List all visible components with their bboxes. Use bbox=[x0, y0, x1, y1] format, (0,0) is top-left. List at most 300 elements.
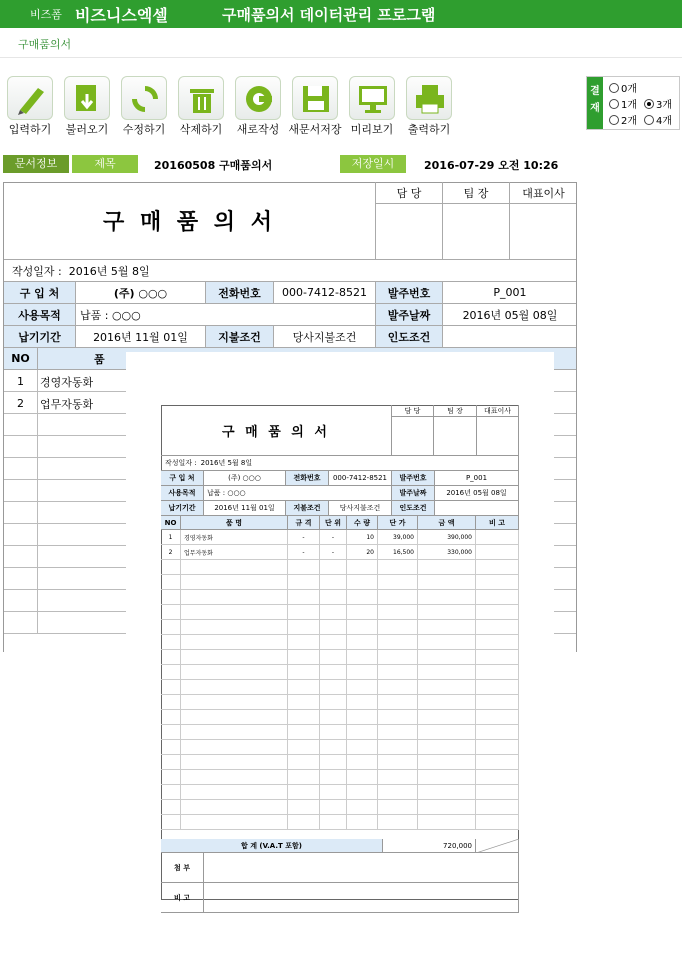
preview-cell-price bbox=[378, 710, 418, 725]
preview-cell-qty bbox=[347, 560, 378, 575]
buyer-label: 구 입 처 bbox=[4, 282, 76, 304]
radio-icon bbox=[609, 99, 619, 109]
preview-title: 구 매 품 의 서 bbox=[161, 405, 392, 456]
preview-cell-qty bbox=[347, 815, 378, 830]
preview-cell-unit bbox=[320, 650, 347, 665]
preview-cell-no bbox=[161, 650, 181, 665]
preview-table-row bbox=[161, 740, 519, 755]
preview-cell-name bbox=[181, 665, 288, 680]
preview-table-row bbox=[161, 650, 519, 665]
title-tag: 제목 bbox=[72, 155, 138, 173]
order-no-value[interactable]: P_001 bbox=[443, 282, 577, 304]
preview-table-row bbox=[161, 710, 519, 725]
option-4-label: 4개 bbox=[656, 116, 673, 127]
preview-cell-no bbox=[161, 575, 181, 590]
option-1[interactable] bbox=[609, 96, 637, 111]
preview-cell-qty bbox=[347, 770, 378, 785]
preview-cell-unit bbox=[320, 575, 347, 590]
new-button[interactable] bbox=[231, 70, 285, 134]
order-no-label: 발주번호 bbox=[376, 282, 443, 304]
preview-cell-amount bbox=[418, 755, 476, 770]
preview-cell-qty bbox=[347, 650, 378, 665]
preview-cell-unit bbox=[320, 785, 347, 800]
preview-purpose-label: 사용목적 bbox=[161, 486, 204, 501]
load-label: 불러오기 bbox=[65, 123, 109, 136]
option-0[interactable] bbox=[609, 80, 637, 95]
preview-order-no-label: 발주번호 bbox=[392, 471, 435, 486]
purpose-value[interactable]: 납품 : ○○○ bbox=[76, 304, 376, 326]
preview-button[interactable] bbox=[345, 70, 399, 134]
phone-value[interactable]: 000-7412-8521 bbox=[274, 282, 376, 304]
preview-cell-no: 1 bbox=[161, 530, 181, 545]
preview-cell-spec bbox=[288, 785, 320, 800]
preview-cell-qty bbox=[347, 740, 378, 755]
preview-cell-note bbox=[476, 740, 519, 755]
preview-pay-label: 지불조건 bbox=[286, 501, 329, 516]
preview-cell-amount bbox=[418, 740, 476, 755]
preview-cell-unit bbox=[320, 815, 347, 830]
preview-cell-note bbox=[476, 785, 519, 800]
preview-cell-price bbox=[378, 635, 418, 650]
preview-cell-no bbox=[161, 770, 181, 785]
preview-cell-amount bbox=[418, 815, 476, 830]
preview-date-label: 작성일자 : bbox=[165, 459, 197, 467]
order-date-label: 발주날짜 bbox=[376, 304, 443, 326]
save-icon bbox=[292, 76, 338, 120]
preview-total-diagonal bbox=[476, 839, 519, 853]
row-no bbox=[4, 502, 38, 524]
radio-icon bbox=[644, 115, 654, 125]
monitor-icon bbox=[349, 76, 395, 120]
preview-cell-no bbox=[161, 605, 181, 620]
preview-cell-amount bbox=[418, 590, 476, 605]
new-label: 새로작성 bbox=[236, 123, 280, 136]
option-1-label: 1개 bbox=[621, 100, 638, 111]
preview-cell-unit bbox=[320, 620, 347, 635]
preview-cell-note bbox=[476, 770, 519, 785]
approval-count-panel bbox=[586, 76, 680, 130]
preview-cell-no bbox=[161, 800, 181, 815]
preview-cell-name bbox=[181, 695, 288, 710]
preview-due-label: 납기기간 bbox=[161, 501, 204, 516]
preview-table-row bbox=[161, 770, 519, 785]
preview-cell-price bbox=[378, 815, 418, 830]
preview-cell-spec: - bbox=[288, 545, 320, 560]
preview-cell-note bbox=[476, 530, 519, 545]
preview-pay-value: 당사지불조건 bbox=[329, 501, 392, 516]
preview-cell-price bbox=[378, 650, 418, 665]
preview-cell-amount bbox=[418, 605, 476, 620]
preview-cell-note bbox=[476, 815, 519, 830]
preview-sign-staff bbox=[392, 417, 434, 456]
preview-cell-spec bbox=[288, 650, 320, 665]
form-title: 구 매 품 의 서 bbox=[4, 182, 376, 260]
preview-cell-qty: 10 bbox=[347, 530, 378, 545]
option-3[interactable] bbox=[644, 96, 672, 111]
preview-cell-name bbox=[181, 710, 288, 725]
preview-cell-name bbox=[181, 635, 288, 650]
preview-cell-unit bbox=[320, 740, 347, 755]
edit-button[interactable] bbox=[117, 70, 171, 134]
preview-cell-note bbox=[476, 575, 519, 590]
preview-remark-value bbox=[204, 883, 519, 913]
preview-cell-price bbox=[378, 575, 418, 590]
radio-icon bbox=[609, 83, 619, 93]
preview-cell-name bbox=[181, 725, 288, 740]
preview-cell-qty bbox=[347, 575, 378, 590]
preview-cell-qty bbox=[347, 680, 378, 695]
due-value[interactable]: 2016년 11월 01일 bbox=[76, 326, 206, 348]
preview-cell-price: 16,500 bbox=[378, 545, 418, 560]
preview-cell-qty bbox=[347, 590, 378, 605]
preview-cell-note bbox=[476, 695, 519, 710]
preview-cell-name bbox=[181, 575, 288, 590]
row-name: 경영자동화 bbox=[40, 376, 94, 389]
print-button[interactable] bbox=[402, 70, 456, 134]
preview-remark-label: 비 고 bbox=[161, 883, 204, 913]
preview-cell-qty bbox=[347, 710, 378, 725]
preview-cell-no bbox=[161, 635, 181, 650]
preview-cell-price bbox=[378, 770, 418, 785]
date-row bbox=[4, 260, 577, 282]
preview-cell-qty bbox=[347, 620, 378, 635]
col-item-header: 품 bbox=[38, 348, 577, 370]
preview-approver-ceo: 대표이사 bbox=[477, 405, 519, 417]
preview-cell-qty bbox=[347, 605, 378, 620]
preview-col-price: 단 가 bbox=[378, 516, 418, 530]
preview-cell-spec bbox=[288, 755, 320, 770]
preview-table-row bbox=[161, 680, 519, 695]
preview-phone-value: 000-7412-8521 bbox=[329, 471, 392, 486]
preview-cell-note bbox=[476, 605, 519, 620]
preview-phone-label: 전화번호 bbox=[286, 471, 329, 486]
preview-cell-unit bbox=[320, 800, 347, 815]
preview-cell-note bbox=[476, 665, 519, 680]
pay-label: 지불조건 bbox=[206, 326, 274, 348]
preview-col-amount: 금 액 bbox=[418, 516, 476, 530]
preview-table-row bbox=[161, 725, 519, 740]
preview-buyer-label: 구 입 처 bbox=[161, 471, 204, 486]
preview-cell-price bbox=[378, 590, 418, 605]
preview-cell-name bbox=[181, 590, 288, 605]
row-no bbox=[4, 414, 38, 436]
preview-table-row bbox=[161, 545, 519, 560]
preview-cell-amount bbox=[418, 650, 476, 665]
print-label: 출력하기 bbox=[407, 123, 451, 136]
option-0-label: 0개 bbox=[621, 84, 638, 95]
delivery-value[interactable] bbox=[443, 326, 577, 348]
doc-info-tag: 문서정보 bbox=[3, 155, 69, 173]
due-label: 납기기간 bbox=[4, 326, 76, 348]
col-no-header: NO bbox=[4, 348, 38, 370]
preview-cell-unit bbox=[320, 770, 347, 785]
preview-cell-amount bbox=[418, 785, 476, 800]
sign-box-ceo[interactable] bbox=[510, 204, 577, 260]
preview-cell-note bbox=[476, 620, 519, 635]
date-value[interactable]: 2016년 5월 8일 bbox=[68, 264, 150, 278]
save-new-button[interactable] bbox=[288, 70, 342, 134]
preview-cell-spec bbox=[288, 560, 320, 575]
pencil-icon bbox=[7, 76, 53, 120]
brand-logo: 비즈니스엑셀 bbox=[75, 6, 168, 25]
row-no: 2 bbox=[4, 392, 38, 414]
new-icon bbox=[235, 76, 281, 120]
preview-cell-qty bbox=[347, 725, 378, 740]
preview-cell-no bbox=[161, 710, 181, 725]
preview-cell-name bbox=[181, 740, 288, 755]
phone-label: 전화번호 bbox=[206, 282, 274, 304]
preview-cell-unit bbox=[320, 560, 347, 575]
approver-ceo: 대표이사 bbox=[510, 182, 577, 204]
load-icon bbox=[64, 76, 110, 120]
preview-cell-no bbox=[161, 590, 181, 605]
row-no bbox=[4, 480, 38, 502]
app-title: 구매품의서 데이터관리 프로그램 bbox=[222, 6, 436, 24]
preview-cell-name bbox=[181, 785, 288, 800]
preview-cell-name bbox=[181, 560, 288, 575]
preview-table-row bbox=[161, 560, 519, 575]
preview-cell-spec bbox=[288, 710, 320, 725]
preview-sign-leader bbox=[434, 417, 477, 456]
preview-cell-unit bbox=[320, 605, 347, 620]
sign-box-staff[interactable] bbox=[376, 204, 443, 260]
preview-cell-spec bbox=[288, 605, 320, 620]
load-button[interactable] bbox=[60, 70, 114, 134]
preview-cell-amount bbox=[418, 635, 476, 650]
preview-cell-price bbox=[378, 755, 418, 770]
date-label: 작성일자 : bbox=[12, 264, 62, 278]
row-no bbox=[4, 546, 38, 568]
preview-cell-unit bbox=[320, 755, 347, 770]
row-no bbox=[4, 458, 38, 480]
preview-cell-price bbox=[378, 620, 418, 635]
preview-table-row bbox=[161, 800, 519, 815]
save-new-label: 새문서저장 bbox=[288, 123, 342, 136]
preview-cell-unit bbox=[320, 680, 347, 695]
preview-cell-amount bbox=[418, 665, 476, 680]
trash-icon bbox=[178, 76, 224, 120]
preview-cell-no bbox=[161, 620, 181, 635]
toolbar bbox=[0, 70, 580, 134]
preview-cell-note bbox=[476, 560, 519, 575]
preview-cell-name bbox=[181, 755, 288, 770]
preview-cell-price bbox=[378, 800, 418, 815]
row-no bbox=[4, 612, 38, 634]
option-2-label: 2개 bbox=[621, 116, 638, 127]
preview-cell-spec bbox=[288, 725, 320, 740]
preview-cell-qty bbox=[347, 785, 378, 800]
preview-delivery-value bbox=[435, 501, 519, 516]
preview-cell-qty bbox=[347, 635, 378, 650]
preview-table-row bbox=[161, 815, 519, 830]
preview-cell-spec bbox=[288, 680, 320, 695]
preview-cell-unit: - bbox=[320, 545, 347, 560]
preview-col-note: 비 고 bbox=[476, 516, 519, 530]
preview-cell-spec bbox=[288, 695, 320, 710]
row-no bbox=[4, 524, 38, 546]
preview-cell-note bbox=[476, 590, 519, 605]
option-3-label: 3개 bbox=[656, 100, 673, 111]
preview-cell-note bbox=[476, 650, 519, 665]
preview-cell-price bbox=[378, 785, 418, 800]
preview-cell-price bbox=[378, 605, 418, 620]
preview-approver-staff: 담 당 bbox=[392, 405, 434, 417]
title-bar bbox=[0, 0, 682, 28]
preview-attach-label: 첨 부 bbox=[161, 853, 204, 883]
preview-label: 미리보기 bbox=[350, 123, 394, 136]
preview-cell-no bbox=[161, 815, 181, 830]
preview-cell-spec bbox=[288, 800, 320, 815]
refresh-icon bbox=[121, 76, 167, 120]
preview-cell-note bbox=[476, 680, 519, 695]
preview-cell-spec bbox=[288, 590, 320, 605]
preview-cell-spec bbox=[288, 620, 320, 635]
preview-cell-qty bbox=[347, 800, 378, 815]
preview-cell-unit bbox=[320, 635, 347, 650]
divider bbox=[0, 57, 682, 58]
saved-tag: 저장일시 bbox=[340, 155, 406, 173]
brand-small: 비즈폼 bbox=[30, 8, 62, 21]
preview-order-date-label: 발주날짜 bbox=[392, 486, 435, 501]
preview-table-row bbox=[161, 635, 519, 650]
row-no: 1 bbox=[4, 370, 38, 392]
preview-cell-unit bbox=[320, 725, 347, 740]
preview-cell-no bbox=[161, 785, 181, 800]
preview-cell-note bbox=[476, 800, 519, 815]
approver-leader: 팀 장 bbox=[443, 182, 510, 204]
preview-cell-note bbox=[476, 710, 519, 725]
preview-cell-price bbox=[378, 665, 418, 680]
preview-cell-name: 업무자동화 bbox=[181, 545, 288, 560]
preview-sign-ceo bbox=[477, 417, 519, 456]
sign-box-leader[interactable] bbox=[443, 204, 510, 260]
delivery-label: 인도조건 bbox=[376, 326, 443, 348]
preview-cell-amount bbox=[418, 800, 476, 815]
preview-col-unit: 단 위 bbox=[320, 516, 347, 530]
preview-cell-note bbox=[476, 725, 519, 740]
preview-cell-unit bbox=[320, 710, 347, 725]
preview-cell-price: 39,000 bbox=[378, 530, 418, 545]
preview-cell-spec bbox=[288, 770, 320, 785]
preview-col-qty: 수 량 bbox=[347, 516, 378, 530]
preview-cell-amount bbox=[418, 560, 476, 575]
row-no bbox=[4, 568, 38, 590]
preview-cell-no bbox=[161, 680, 181, 695]
input-button[interactable] bbox=[3, 70, 57, 134]
preview-cell-name bbox=[181, 680, 288, 695]
preview-cell-no bbox=[161, 665, 181, 680]
option-4[interactable] bbox=[644, 112, 672, 127]
preview-cell-note bbox=[476, 755, 519, 770]
preview-cell-price bbox=[378, 680, 418, 695]
preview-table-row bbox=[161, 785, 519, 800]
preview-cell-no bbox=[161, 695, 181, 710]
preview-table-row bbox=[161, 755, 519, 770]
preview-cell-name bbox=[181, 650, 288, 665]
preview-order-date-value: 2016년 05월 08일 bbox=[435, 486, 519, 501]
preview-cell-name bbox=[181, 605, 288, 620]
tab-purchase-request[interactable]: 구매품의서 bbox=[18, 38, 72, 51]
preview-cell-spec bbox=[288, 665, 320, 680]
row-no bbox=[4, 436, 38, 458]
preview-date-value: 2016년 5월 8일 bbox=[200, 459, 253, 467]
preview-cell-amount bbox=[418, 710, 476, 725]
preview-cell-note bbox=[476, 545, 519, 560]
preview-cell-spec bbox=[288, 740, 320, 755]
preview-due-value: 2016년 11월 01일 bbox=[204, 501, 286, 516]
preview-cell-unit bbox=[320, 590, 347, 605]
preview-cell-amount: 390,000 bbox=[418, 530, 476, 545]
preview-order-no-value: P_001 bbox=[435, 471, 519, 486]
preview-buyer-value: (주) ○○○ bbox=[204, 471, 286, 486]
preview-cell-qty bbox=[347, 665, 378, 680]
buyer-value[interactable]: (주) ○○○ bbox=[76, 282, 206, 304]
preview-col-name: 품 명 bbox=[181, 516, 288, 530]
purpose-label: 사용목적 bbox=[4, 304, 76, 326]
preview-approver-leader: 팀 장 bbox=[434, 405, 477, 417]
radio-icon bbox=[609, 115, 619, 125]
preview-cell-price bbox=[378, 740, 418, 755]
preview-cell-spec bbox=[288, 815, 320, 830]
saved-value: 2016-07-29 오전 10:26 bbox=[424, 159, 559, 172]
preview-cell-unit bbox=[320, 695, 347, 710]
preview-cell-name bbox=[181, 620, 288, 635]
preview-table-row bbox=[161, 575, 519, 590]
preview-cell-amount bbox=[418, 770, 476, 785]
preview-total-value: 720,000 bbox=[383, 839, 476, 853]
option-2[interactable] bbox=[609, 112, 637, 127]
preview-table-row bbox=[161, 590, 519, 605]
pay-value[interactable]: 당사지불조건 bbox=[274, 326, 376, 348]
preview-cell-no bbox=[161, 560, 181, 575]
input-label: 입력하기 bbox=[8, 123, 52, 136]
preview-cell-price bbox=[378, 695, 418, 710]
preview-cell-name bbox=[181, 815, 288, 830]
delete-button[interactable] bbox=[174, 70, 228, 134]
preview-cell-no bbox=[161, 755, 181, 770]
approver-staff: 담 당 bbox=[376, 182, 443, 204]
preview-cell-amount bbox=[418, 620, 476, 635]
document-info-bar bbox=[0, 152, 682, 176]
preview-cell-price bbox=[378, 725, 418, 740]
preview-cell-name bbox=[181, 800, 288, 815]
order-date-value[interactable]: 2016년 05월 08일 bbox=[443, 304, 577, 326]
delete-label: 삭제하기 bbox=[179, 123, 223, 136]
preview-table-row bbox=[161, 605, 519, 620]
preview-cell-price bbox=[378, 560, 418, 575]
preview-cell-amount bbox=[418, 725, 476, 740]
preview-purpose-value: 납품 : ○○○ bbox=[204, 486, 392, 501]
preview-date-row bbox=[161, 456, 519, 471]
preview-cell-amount: 330,000 bbox=[418, 545, 476, 560]
preview-delivery-label: 인도조건 bbox=[392, 501, 435, 516]
preview-table-row bbox=[161, 695, 519, 710]
preview-attach-value bbox=[204, 853, 519, 883]
preview-cell-note bbox=[476, 635, 519, 650]
row-name: 업무자동화 bbox=[40, 398, 94, 411]
preview-col-spec: 규 격 bbox=[288, 516, 320, 530]
preview-cell-spec bbox=[288, 635, 320, 650]
preview-cell-spec: - bbox=[288, 530, 320, 545]
preview-cell-no bbox=[161, 740, 181, 755]
preview-col-no: NO bbox=[161, 516, 181, 530]
preview-cell-no bbox=[161, 725, 181, 740]
title-value[interactable]: 20160508 구매품의서 bbox=[154, 159, 273, 172]
preview-table-row bbox=[161, 620, 519, 635]
edit-label: 수정하기 bbox=[122, 123, 166, 136]
preview-cell-name bbox=[181, 770, 288, 785]
preview-cell-spec bbox=[288, 575, 320, 590]
